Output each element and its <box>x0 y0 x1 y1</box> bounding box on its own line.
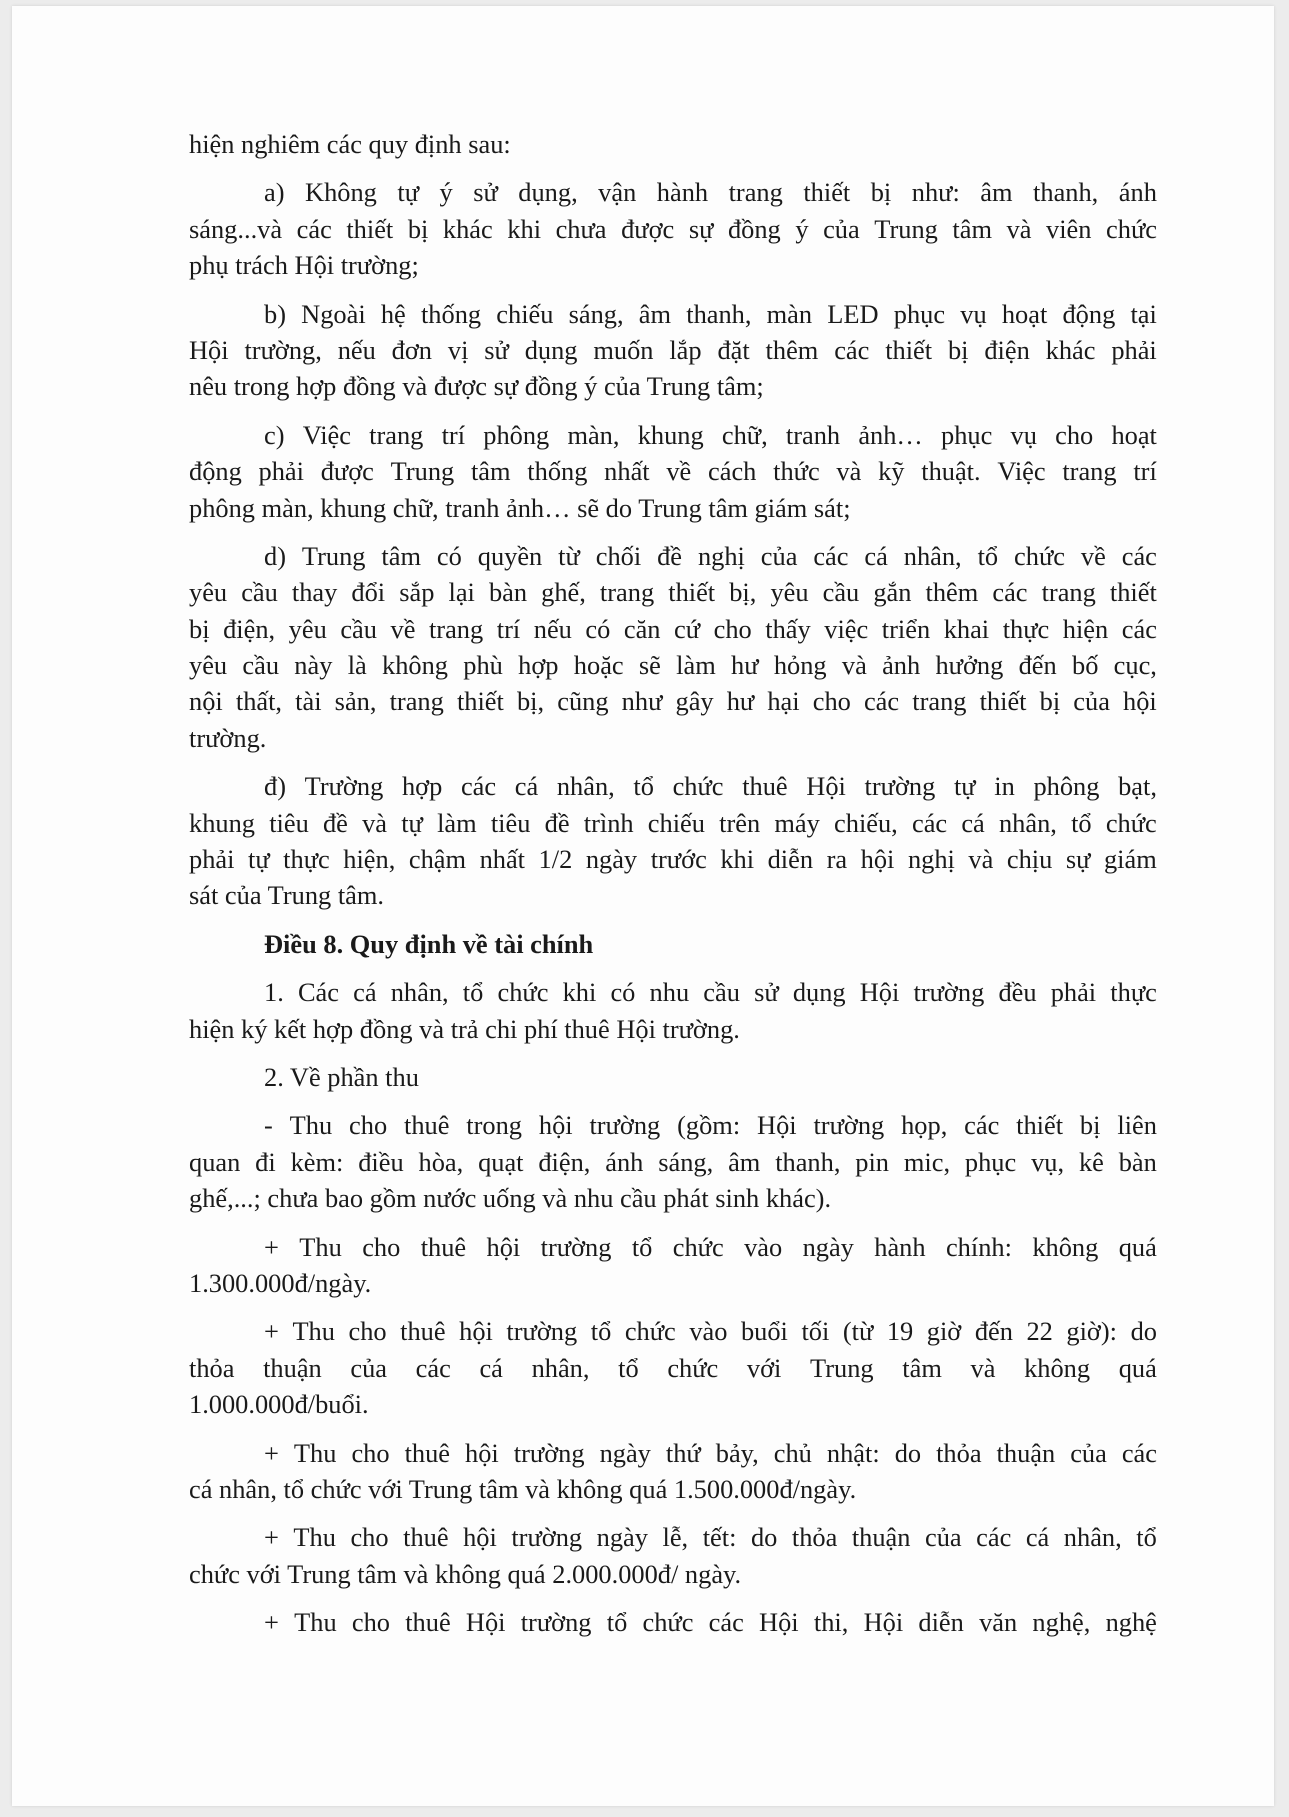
para-fee-weekday <box>189 1229 1157 1302</box>
text-line: thỏa thuận của các cá nhân, tổ chức với Trung tâm và không quá <box>189 1352 1157 1383</box>
para-finance-1 <box>189 974 1157 1047</box>
text-line: phải tự thực hiện, chậm nhất 1/2 ngày trước khi diễn ra hội nghị và chịu sự giám <box>189 844 1157 875</box>
text-line: phụ trách Hội trường; <box>189 250 419 281</box>
para-item-d <box>189 538 1157 756</box>
text-line: nêu trong hợp đồng và được sự đồng ý của Trung tâm; <box>189 371 764 402</box>
text-line: 1.300.000đ/ngày. <box>189 1267 372 1298</box>
article-8-heading <box>189 926 1157 962</box>
text-line: động phải được Trung tâm thống nhất về cách thức và kỹ thuật. Việc trang trí <box>189 456 1157 487</box>
text-line: phông màn, khung chữ, tranh ảnh… sẽ do Trung tâm giám sát; <box>189 492 851 523</box>
text-line: bị điện, yêu cầu về trang trí nếu có căn cứ cho thấy việc triển khai thực hiện các <box>189 613 1157 644</box>
text-line: b) Ngoài hệ thống chiếu sáng, âm thanh, màn LED phục vụ hoạt động tại <box>264 298 1157 329</box>
text-line: ghế,...; chưa bao gồm nước uống và nhu cầu phát sinh khác). <box>189 1183 832 1214</box>
text-line: nội thất, tài sản, trang thiết bị, cũng như gây hư hại cho các trang thiết bị của hội <box>189 686 1157 717</box>
para-fee-contest <box>189 1604 1157 1640</box>
para-finance-2 <box>189 1059 1157 1095</box>
text-line: 1.000.000đ/buổi. <box>189 1389 369 1420</box>
text-line: khung tiêu đề và tự làm tiêu đề trình chiếu trên máy chiếu, các cá nhân, tổ chức <box>189 807 1157 838</box>
text-line: 1. Các cá nhân, tổ chức khi có nhu cầu sử dụng Hội trường đều phải thực <box>264 977 1157 1008</box>
para-fee-evening <box>189 1313 1157 1422</box>
text-line: trường. <box>189 722 267 753</box>
para-item-dd <box>189 768 1157 914</box>
text-line: a) Không tự ý sử dụng, vận hành trang thiết bị như: âm thanh, ánh <box>264 177 1157 208</box>
text-line: yêu cầu này là không phù hợp hoặc sẽ làm hư hỏng và ảnh hưởng đến bố cục, <box>189 650 1157 681</box>
text-line: 2. Về phần thu <box>264 1061 419 1092</box>
text-line: + Thu cho thuê Hội trường tổ chức các Hội thi, Hội diễn văn nghệ, nghệ <box>264 1607 1157 1638</box>
text-line: + Thu cho thuê hội trường tổ chức vào ngày hành chính: không quá <box>264 1231 1157 1262</box>
para-intro-continued <box>189 126 1157 162</box>
text-line: d) Trung tâm có quyền từ chối đề nghị của các cá nhân, tổ chức về các <box>264 540 1157 571</box>
para-rental-scope <box>189 1107 1157 1216</box>
para-fee-holiday <box>189 1519 1157 1592</box>
para-fee-weekend <box>189 1435 1157 1508</box>
text-line: đ) Trường hợp các cá nhân, tổ chức thuê Hội trường tự in phông bạt, <box>264 771 1157 802</box>
para-item-b <box>189 296 1157 405</box>
text-line: + Thu cho thuê hội trường ngày thứ bảy, chủ nhật: do thỏa thuận của các <box>264 1437 1157 1468</box>
text-line: + Thu cho thuê hội trường tổ chức vào buổi tối (từ 19 giờ đến 22 giờ): do <box>264 1316 1157 1347</box>
document-page <box>12 6 1274 1806</box>
text-line: sát của Trung tâm. <box>189 880 384 911</box>
text-line: chức với Trung tâm và không quá 2.000.000đ/ ngày. <box>189 1558 742 1589</box>
text-line: c) Việc trang trí phông màn, khung chữ, tranh ảnh… phục vụ cho hoạt <box>264 419 1157 450</box>
text-line: yêu cầu thay đổi sắp lại bàn ghế, trang thiết bị, yêu cầu gắn thêm các trang thiết <box>189 577 1157 608</box>
para-item-a <box>189 174 1157 283</box>
text-line: Hội trường, nếu đơn vị sử dụng muốn lắp đặt thêm các thiết bị điện khác phải <box>189 334 1157 365</box>
text-line: Điều 8. Quy định về tài chính <box>264 928 594 959</box>
text-line: hiện nghiêm các quy định sau: <box>189 129 511 159</box>
text-line: + Thu cho thuê hội trường ngày lễ, tết: do thỏa thuận của các cá nhân, tổ <box>264 1522 1157 1553</box>
text-line: hiện ký kết hợp đồng và trả chi phí thuê Hội trường. <box>189 1013 740 1044</box>
text-line: quan đi kèm: điều hòa, quạt điện, ánh sáng, âm thanh, pin mic, phục vụ, kê bàn <box>189 1146 1157 1177</box>
text-line: sáng...và các thiết bị khác khi chưa được sự đồng ý của Trung tâm và viên chức <box>189 213 1157 244</box>
text-line: - Thu cho thuê trong hội trường (gồm: Hội trường họp, các thiết bị liên <box>264 1110 1157 1141</box>
text-line: cá nhân, tổ chức với Trung tâm và không quá 1.500.000đ/ngày. <box>189 1473 857 1504</box>
para-item-c <box>189 417 1157 526</box>
document-body <box>189 126 1157 1640</box>
